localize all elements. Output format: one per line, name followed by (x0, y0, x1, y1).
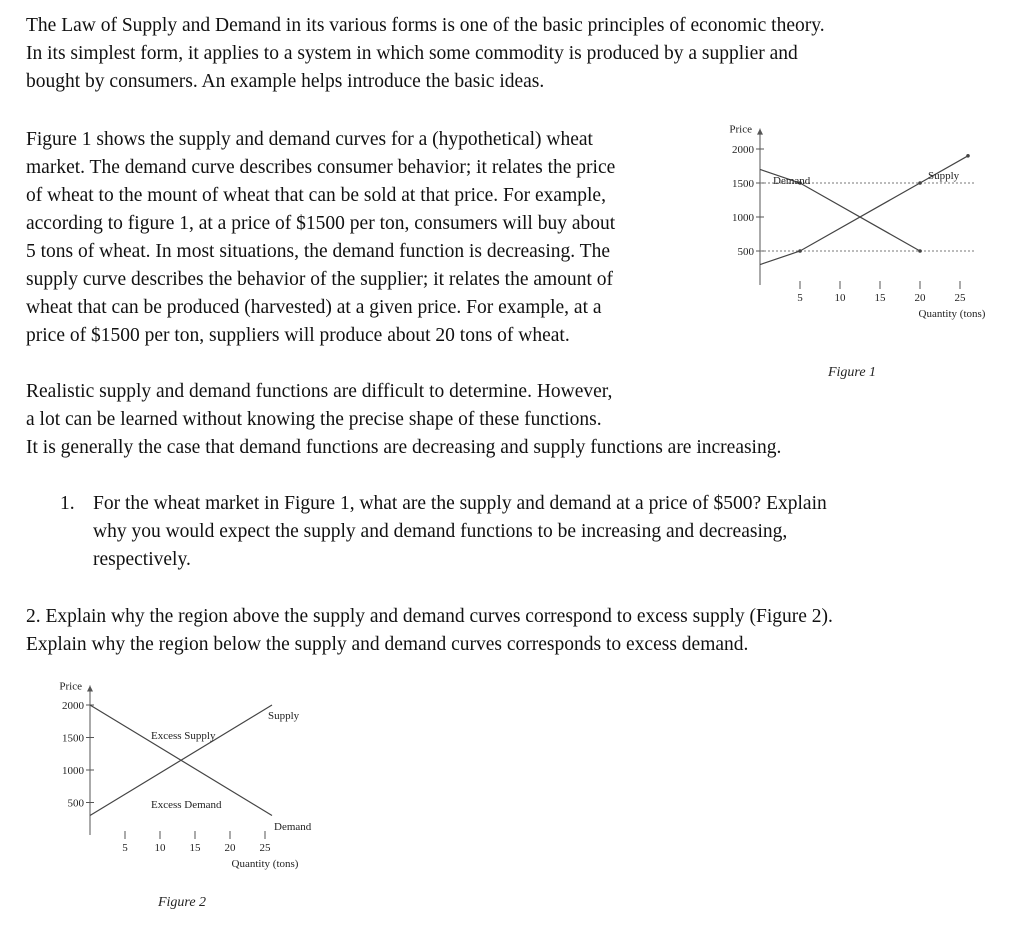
text-line: Explain why the region below the supply and demand curves corresponds to excess demand. (26, 634, 749, 655)
supply-point (918, 181, 922, 185)
text-line: For the wheat market in Figure 1, what are the supply and demand at a price of $500? Explain (93, 493, 827, 514)
question-2 (26, 603, 833, 659)
supply-label: Supply (928, 170, 960, 182)
x-tick-label: 10 (834, 292, 846, 304)
text-line: It is generally the case that demand functions are decreasing and supply functions are increasing. (26, 437, 782, 458)
text-line: supply curve describes the behavior of the supplier; it relates the amount of (26, 269, 613, 290)
text-line: The Law of Supply and Demand in its various forms is one of the basic principles of economic theory. (26, 15, 825, 36)
x-tick-label: 15 (874, 292, 886, 304)
x-tick-label: 20 (914, 292, 926, 304)
y-tick-label: 1000 (732, 212, 754, 224)
y-tick-label: 1500 (732, 178, 754, 190)
text-line: of wheat to the mount of wheat that can be sold at that price. For example, (26, 185, 606, 206)
excess-supply-label: Excess Supply (151, 730, 216, 742)
x-tick-label: 25 (954, 292, 966, 304)
x-tick-label: 5 (122, 842, 128, 854)
figure1-description (26, 126, 615, 350)
y-tick-label: 500 (737, 246, 754, 258)
supply-point (966, 154, 970, 158)
demand-label: Demand (773, 175, 811, 187)
text-line: 5 tons of wheat. In most situations, the demand function is decreasing. The (26, 241, 610, 262)
text-line: bought by consumers. An example helps introduce the basic ideas. (26, 71, 545, 92)
demand-label: Demand (274, 821, 312, 833)
realistic-paragraph (26, 378, 781, 462)
y-tick-label: 1000 (62, 765, 84, 777)
y-axis-label: Price (729, 123, 752, 136)
x-axis-label: Quantity (tons) (918, 308, 986, 320)
text-line: In its simplest form, it applies to a system in which some commodity is produced by a supplier and (26, 43, 798, 64)
intro-paragraph (26, 12, 825, 96)
y-tick-label: 1500 (62, 732, 84, 745)
text-line: Figure 1 shows the supply and demand curves for a (hypothetical) wheat (26, 129, 593, 150)
y-axis-arrow-icon (87, 686, 93, 692)
question-number: 1. (60, 493, 75, 514)
x-tick-label: 10 (154, 842, 166, 854)
y-tick-label: 500 (67, 797, 84, 810)
figure1-chart (700, 123, 1000, 385)
text-line: a lot can be learned without knowing the precise shape of these functions. (26, 409, 602, 430)
x-tick-label: 25 (259, 842, 271, 854)
text-line: 2. Explain why the region above the supply and demand curves correspond to excess supply (Figure 2). (26, 606, 833, 627)
text-line: price of $1500 per ton, suppliers will produce about 20 tons of wheat. (26, 325, 570, 346)
text-line: wheat that can be produced (harvested) at a given price. For example, at a (26, 297, 602, 318)
y-tick-label: 2000 (62, 700, 84, 712)
text-line: according to figure 1, at a price of $1500 per ton, consumers will buy about (26, 213, 616, 234)
figure-caption: Figure 2 (157, 895, 207, 910)
text-line: Realistic supply and demand functions are difficult to determine. However, (26, 381, 613, 402)
text-line: market. The demand curve describes consumer behavior; it relates the price (26, 157, 616, 178)
x-tick-label: 20 (224, 842, 236, 854)
excess-demand-label: Excess Demand (151, 799, 222, 811)
text-line: respectively. (93, 549, 191, 570)
demand-point (918, 249, 922, 253)
y-axis-label: Price (59, 680, 82, 693)
figure2-chart (40, 675, 340, 920)
x-tick-label: 5 (797, 292, 803, 304)
text-line: why you would expect the supply and demand functions to be increasing and decreasing, (93, 521, 788, 542)
supply-point (798, 249, 802, 253)
x-tick-label: 15 (189, 842, 201, 854)
y-tick-label: 2000 (732, 144, 754, 156)
y-axis-arrow-icon (757, 129, 763, 135)
x-axis-label: Quantity (tons) (231, 858, 299, 870)
figure-caption: Figure 1 (827, 365, 877, 380)
supply-label: Supply (268, 710, 300, 722)
